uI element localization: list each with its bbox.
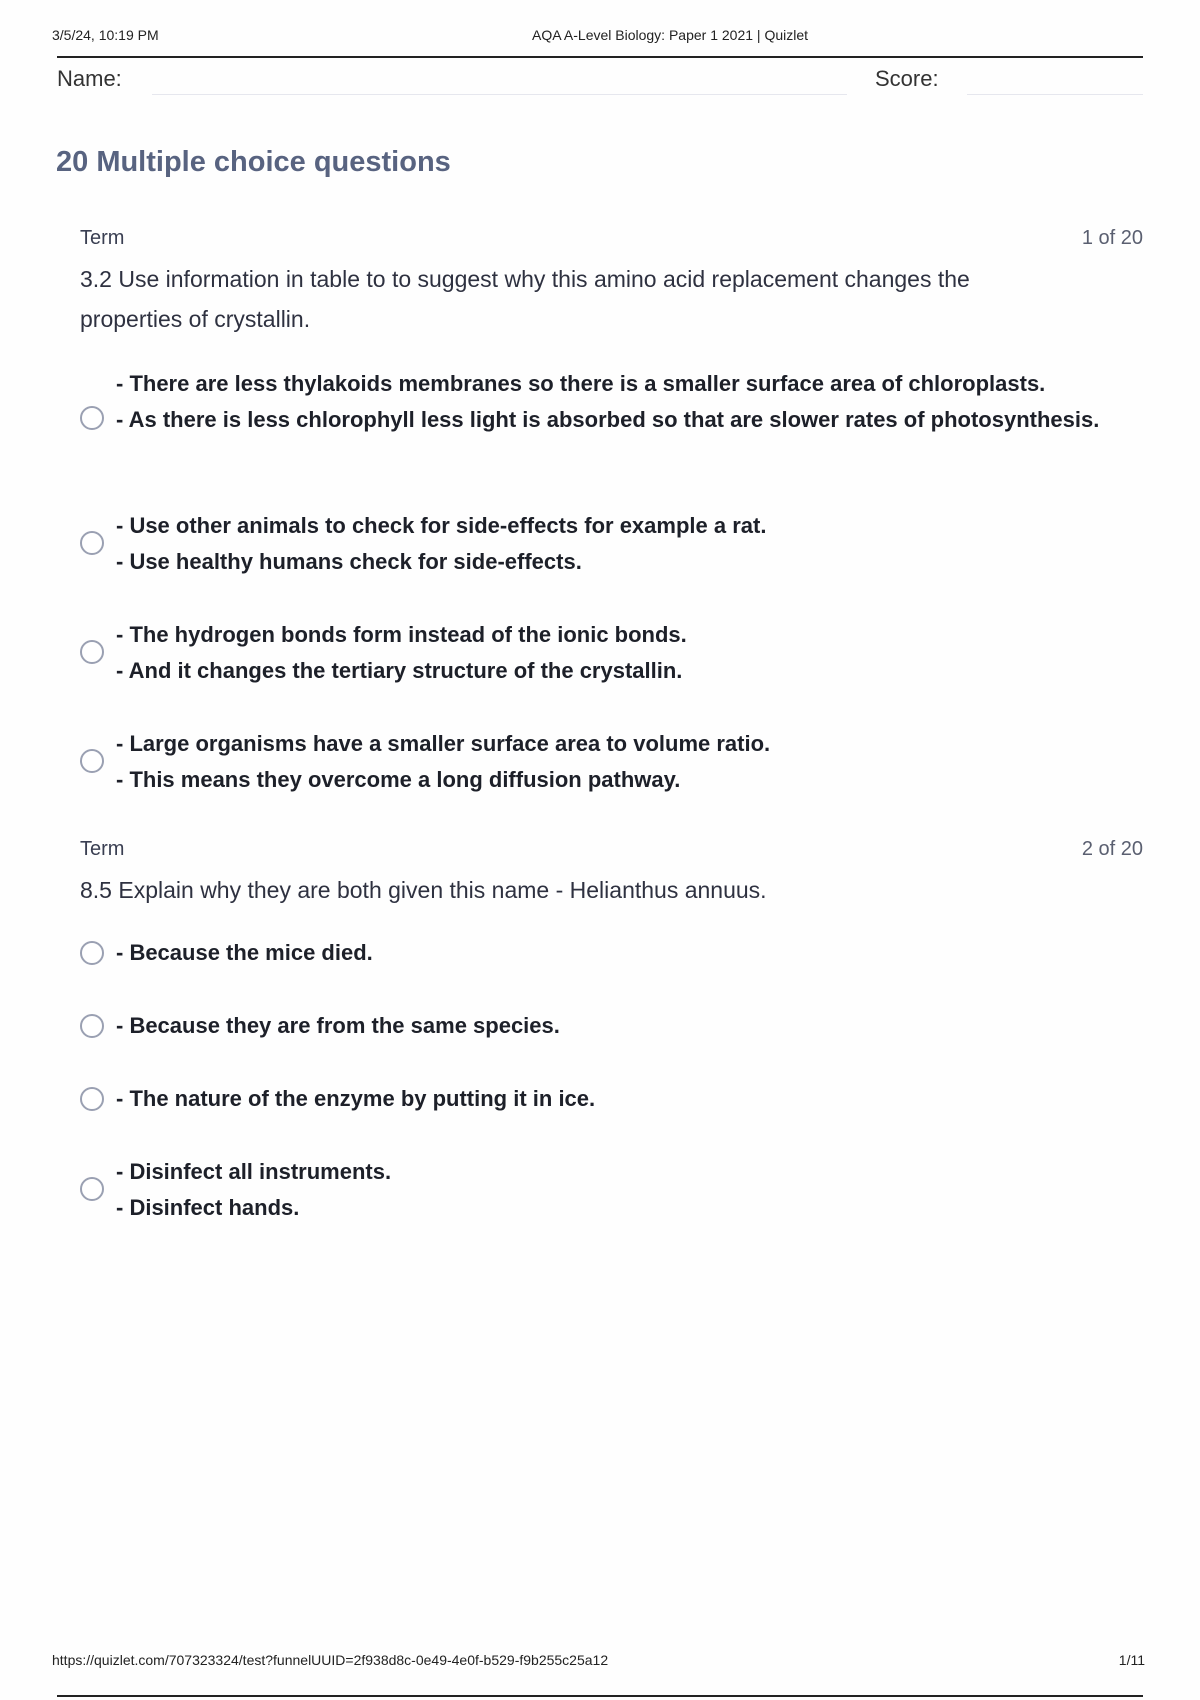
answer-option-text[interactable]: - Disinfect all instruments. - Disinfect hands. (116, 1159, 392, 1220)
term-label: Term (80, 227, 125, 249)
term-counter: 2 of 20 (1081, 838, 1143, 860)
section-title: 20 Multiple choice questions (56, 146, 451, 178)
answer-option-text[interactable]: - Because the mice died. (116, 940, 373, 965)
print-header (52, 27, 1145, 47)
radio-button[interactable] (80, 640, 104, 664)
answer-option-text[interactable]: - Because they are from the same species. (116, 1013, 560, 1038)
score-label: Score: (875, 66, 939, 91)
bottom-divider (57, 1695, 1143, 1697)
term-label: Term (80, 838, 125, 860)
question-prompt: 8.5 Explain why they are both given this name - Helianthus annuus. (80, 877, 767, 903)
answer-option-text[interactable]: - Use other animals to check for side-effects for example a rat. - Use healthy humans check for side-effects. (116, 513, 767, 574)
radio-button[interactable] (80, 749, 104, 773)
name-label: Name: (57, 66, 122, 91)
radio-button[interactable] (80, 1087, 104, 1111)
term-header (80, 227, 1143, 250)
radio-button[interactable] (80, 1177, 104, 1201)
radio-button[interactable] (80, 406, 104, 430)
question-prompt: 3.2 Use information in table to to suggest why this amino acid replacement changes the properties of crystallin. (80, 266, 970, 332)
radio-button[interactable] (80, 941, 104, 965)
score-field[interactable] (967, 94, 1143, 95)
page-number: 1/11 (1118, 1652, 1145, 1668)
answer-option-text[interactable]: - There are less thylakoids membranes so there is a smaller surface area of chloroplasts. - As there is less chlorophyll less light is absorbed so that are slower rates of photosynthesis. (116, 371, 1100, 432)
name-field[interactable] (152, 94, 847, 95)
radio-button[interactable] (80, 1014, 104, 1038)
answer-option-text[interactable]: - Large organisms have a smaller surface area to volume ratio. - This means they overcome a long diffusion pathway. (116, 731, 771, 792)
print-title: AQA A-Level Biology: Paper 1 2021 | Quizlet (532, 27, 809, 43)
print-date: 3/5/24, 10:19 PM (52, 27, 159, 43)
answer-option-text[interactable]: - The nature of the enzyme by putting it in ice. (116, 1086, 596, 1111)
radio-button[interactable] (80, 531, 104, 555)
term-counter: 1 of 20 (1081, 227, 1143, 249)
top-divider (57, 56, 1143, 58)
page-url: https://quizlet.com/707323324/test?funnelUUID=2f938d8c-0e49-4e0f-b529-f9b255c25a12 (52, 1652, 609, 1668)
answer-option-text[interactable]: - The hydrogen bonds form instead of the ionic bonds. - And it changes the tertiary structure of the crystallin. (116, 622, 687, 683)
name-score-row (57, 62, 1143, 96)
term-header (80, 838, 1143, 861)
